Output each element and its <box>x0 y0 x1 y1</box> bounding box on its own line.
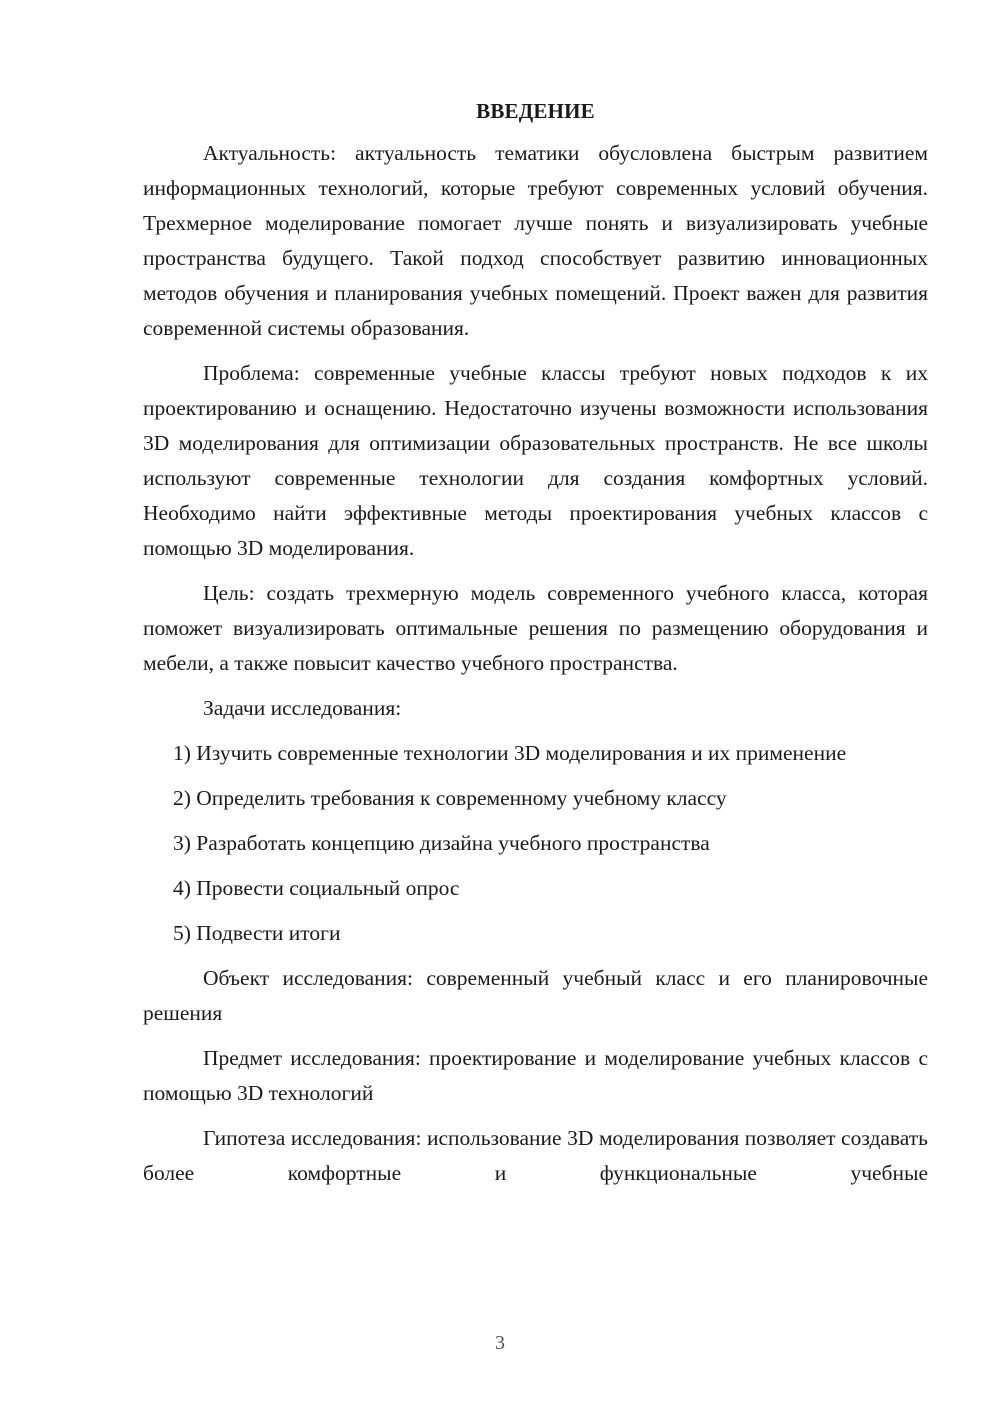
document-page <box>143 96 928 1191</box>
task-item-2: 2) Определить требования к современному учебному классу <box>173 786 727 810</box>
problem-paragraph: Проблема: современные учебные классы требуют новых подходов к их проектированию и оснащению. Недостаточно изучены возможности использования 3D моделирования для оптимизации образовательных пространств. Не все школы используют современные технологии для создания комфортных условий. Необходимо найти эффективные методы проектирования учебных классов с помощью 3D моделирования. <box>143 361 928 560</box>
page-number: 3 <box>495 1332 505 1354</box>
hypothesis-paragraph: Гипотеза исследования: использование 3D моделирования позволяет создавать более комфортные и функциональные учебные <box>143 1126 928 1185</box>
subject-paragraph: Предмет исследования: проектирование и моделирование учебных классов с помощью 3D технологий <box>143 1046 928 1105</box>
goal-paragraph: Цель: создать трехмерную модель современного учебного класса, которая поможет визуализировать оптимальные решения по размещению оборудования и мебели, а также повысит качество учебного пространства. <box>143 581 928 675</box>
task-item-3: 3) Разработать концепцию дизайна учебного пространства <box>173 831 710 855</box>
relevance-paragraph: Актуальность: актуальность тематики обусловлена быстрым развитием информационных технологий, которые требуют современных условий обучения. Трехмерное моделирование помогает лучше понять и визуализировать учебные пространства будущего. Такой подход способствует развитию инновационных методов обучения и планирования учебных помещений. Проект важен для развития современной системы образования. <box>143 141 928 340</box>
object-paragraph: Объект исследования: современный учебный класс и его планировочные решения <box>143 966 928 1025</box>
task-item-4: 4) Провести социальный опрос <box>173 876 460 900</box>
tasks-heading: Задачи исследования: <box>203 696 402 720</box>
task-item-1: 1) Изучить современные технологии 3D моделирования и их применение <box>173 741 847 765</box>
task-item-5: 5) Подвести итоги <box>173 921 341 945</box>
section-title: ВВЕДЕНИЕ <box>476 99 595 123</box>
